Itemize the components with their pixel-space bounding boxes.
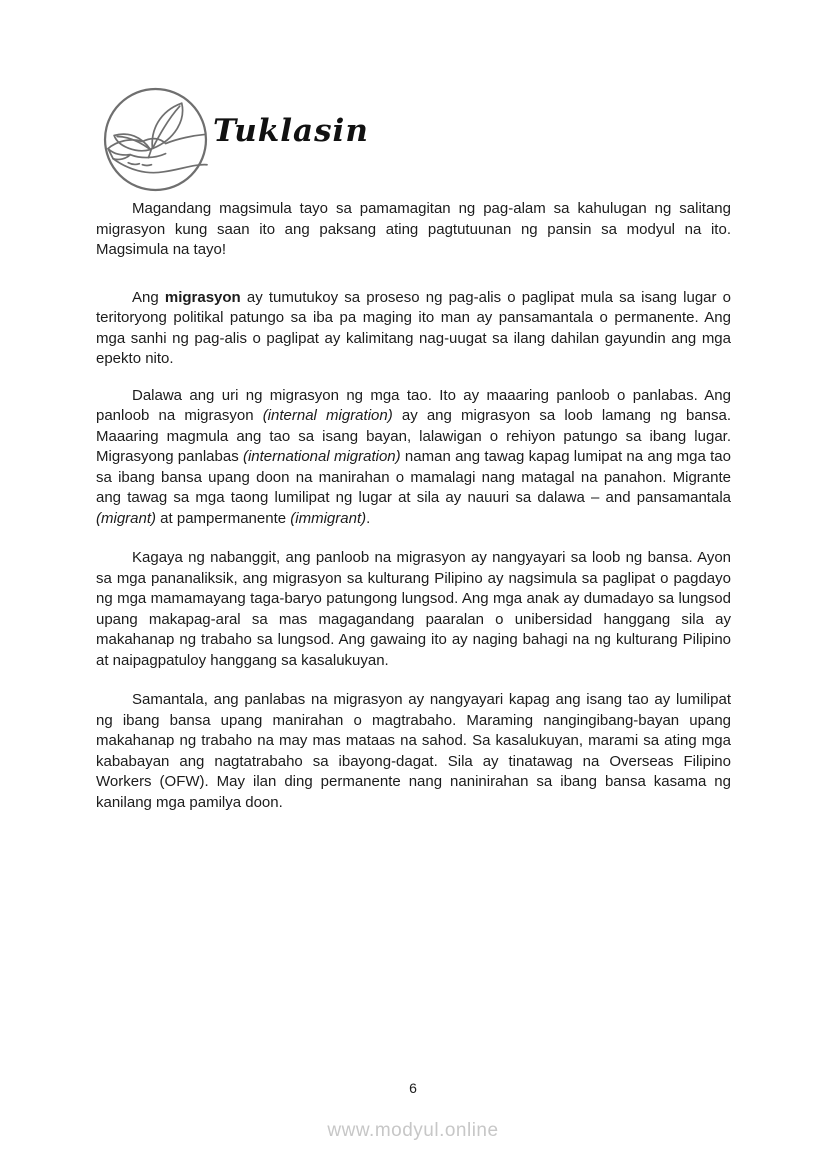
page-title: Tuklasin (213, 113, 369, 149)
text-segment: . (366, 509, 371, 527)
text-segment-italic: (international migration) (242, 448, 401, 465)
text-segment: naman ang tawag kapag lumipat na ang mga tao sa ibang bansa upang doon na manirahan o mamalagi nang matagal na panahon. Migrante ang tawag sa mga taong lumilipat ng lugar at sila ay nauuri sa dalawa – and pansamantala (96, 448, 731, 506)
body-text (96, 199, 731, 813)
text-segment-italic: (internal migration) (262, 407, 393, 424)
text-segment: ay tumutukoy sa proseso ng pag-alis o paglipat mula sa isang lugar o teritoryong politikal patungo sa iba pa maging ito man ay pansamantala o permanente. Ang mga sanhi ng pag-alis o paglipat ay kalimitang nag-uugat sa ilang dahilan gayundin ang mga epekto nito. (96, 288, 732, 367)
paragraph-definition (96, 288, 731, 370)
text-segment: Dalawa ang uri ng migrasyon ng mga tao. Ito ay maaaring panloob o panlabas. Ang panloob na migrasyon (96, 386, 731, 424)
paragraph-types (96, 386, 731, 530)
paragraph-internal-migration (96, 548, 731, 671)
paragraph-external-migration (96, 690, 731, 813)
hand-holding-plant-icon (102, 86, 209, 193)
paragraph-intro (96, 199, 731, 261)
text-segment-italic: (migrant) (96, 509, 157, 527)
text-segment: ay ang migrasyon sa loob lamang ng bansa. Maaaring magmula ang tao sa isang bayan, lalawigan o rehiyon patungo sa ibang lugar. Migrasyong panlabas (96, 407, 732, 465)
text-segment: Kagaya ng nabanggit, ang panloob na migrasyon ay nangyayari sa loob ng bansa. Ayon sa mga pananaliksik, ang migrasyon sa kulturang Pilipino ay nagsimula sa paglipat o pagdayo ng mga mamamayang taga-baryo patungong lungsod. Ang mga anak ay dumadayo sa lungsod upang makapag-aral sa mas magagandang paaralan o unibersidad hanggang sila ay makahanap ng trabaho sa lungsod. Ang gawaing ito ay naging bahagi na ng kulturang Pilipino at naipagpatuloy hanggang sa kasalukuyan. (96, 549, 731, 669)
text-segment-italic: (immigrant) (290, 509, 367, 527)
text-segment: Ang (132, 288, 165, 306)
page-number: 6 (409, 1080, 417, 1096)
text-segment: at pampermanente (156, 509, 291, 527)
watermark: www.modyul.online (327, 1120, 499, 1141)
text-segment-bold: migrasyon (164, 288, 241, 306)
text-segment: Magandang magsimula tayo sa pamamagitan ng pag-alam sa kahulugan ng salitang migrasyon kung saan ito ang paksang ating pagtutuunan ng pansin sa modyul na ito. Magsimula na tayo! (96, 200, 731, 258)
text-segment: Samantala, ang panlabas na migrasyon ay nangyayari kapag ang isang tao ay lumilipat ng ibang bansa upang manirahan o magtrabaho. Maraming nangingibang-bayan upang makahanap ng trabaho na may mas mataas na sahod. Sa kasalukuyan, marami sa ating mga kababayan ang nagtatrabaho sa ibayong-dagat. Sila ay tinatawag na Overseas Filipino Workers (OFW). May ilan ding permanente nang naninirahan sa ibang bansa kasama ng kanilang mga pamilya doon. (96, 691, 731, 811)
